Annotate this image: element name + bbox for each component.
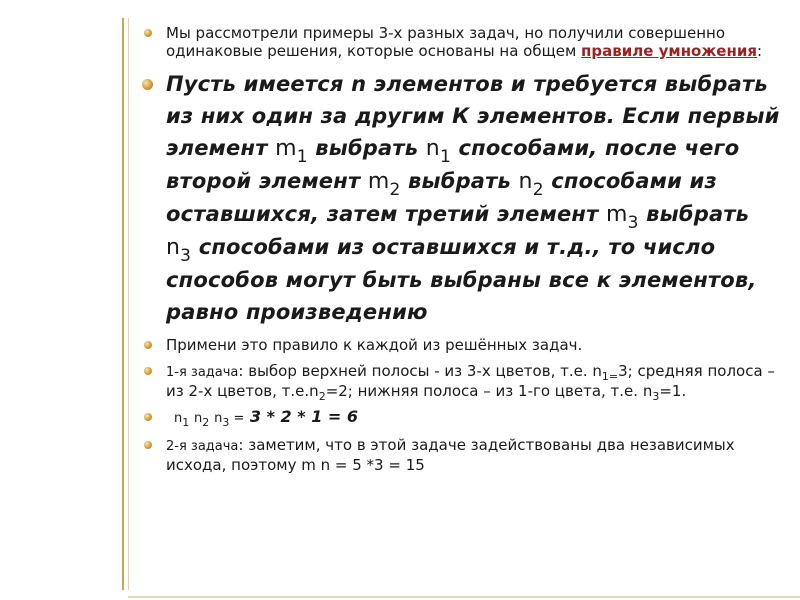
subscript: 3 <box>180 246 192 266</box>
bullet-item-task-1 <box>140 362 780 403</box>
intro-text: Мы рассмотрели примеры 3-х разных задач, но получили совершенно одинаковые решения, которые основаны на общем <box>166 24 725 60</box>
subscript: 2 <box>389 180 401 200</box>
var-n: n <box>166 235 181 260</box>
rule-text: способами, после чего второй элемент <box>166 136 740 193</box>
subscript: 3 <box>652 390 660 403</box>
intro-tail: : <box>756 42 763 60</box>
rule-text: выбрать <box>307 136 426 160</box>
bullet-icon <box>144 29 152 37</box>
subscript: 2 <box>318 390 326 403</box>
bullet-item-product <box>140 408 780 428</box>
var-n: n <box>174 411 183 426</box>
task-2-text: : заметим, что в этой задаче задействованы два независимых исхода, поэтому m n = 5 *3 = 15 <box>166 436 735 474</box>
var-n: n <box>425 136 440 161</box>
var-n: n <box>214 411 223 426</box>
bullet-icon <box>144 367 152 375</box>
left-border-line <box>122 18 124 590</box>
rule-text: Пусть имеется <box>166 72 352 96</box>
var-n: n <box>194 411 203 426</box>
subscript: 1= <box>601 370 619 383</box>
var-n: n <box>518 169 533 194</box>
bullet-icon <box>144 441 152 449</box>
product-result: 3 * 2 * 1 = 6 <box>244 407 359 426</box>
bullet-item-rule-intro <box>140 24 780 60</box>
apply-text: Примени это правило к каждой из решённых задач. <box>166 336 583 354</box>
subscript: 1 <box>182 416 190 429</box>
var-m: m <box>605 202 628 227</box>
subscript: 2 <box>532 180 544 200</box>
task-1-text: =2; нижняя полоса – из 1-го цвета, т.е. n <box>325 382 653 400</box>
rule-text: элементов. Если первый элемент <box>166 104 780 160</box>
bullet-item-apply <box>140 336 780 354</box>
rule-text: выбрать <box>400 169 519 193</box>
task-1-text: =1. <box>659 382 687 400</box>
bullet-icon <box>144 413 152 421</box>
task-1-text: : выбор верхней полосы - из 3-х цветов, т.е. n <box>238 362 602 380</box>
rule-text: элементов и требуется выбрать из них один за другим <box>166 72 768 128</box>
task-1-label: 1-я задача <box>166 365 239 380</box>
var-n: n <box>351 72 367 96</box>
rule-text: выбрать <box>638 202 750 226</box>
subscript: 1 <box>296 147 308 167</box>
subscript: 1 <box>439 147 451 167</box>
subscript: 2 <box>202 416 210 429</box>
var-m: m <box>275 136 297 161</box>
equals-sign: = <box>229 411 245 426</box>
rule-text: способами из оставшихся, затем третий элемент <box>166 169 717 226</box>
var-k: К <box>452 104 470 128</box>
left-border-line-thin <box>128 18 129 590</box>
var-m: m <box>367 169 390 194</box>
subscript: 3 <box>222 416 230 429</box>
bullet-item-task-2 <box>140 436 780 474</box>
subscript: 3 <box>627 213 639 233</box>
rule-link[interactable]: правиле умножения <box>581 42 757 60</box>
bullet-icon <box>144 341 152 349</box>
bullet-icon <box>142 79 153 90</box>
slide-content <box>140 24 780 482</box>
bottom-border-line <box>128 596 800 598</box>
bullet-item-rule-statement <box>140 68 780 328</box>
task-2-label: 2-я задача <box>166 439 239 454</box>
task-1-text: 3; средняя полоса – из 2-х цветов, т.е.n <box>166 362 775 400</box>
rule-text: способами из оставшихся и т.д., то число способов могут быть выбраны все к элементов, равно произведению <box>166 235 757 324</box>
